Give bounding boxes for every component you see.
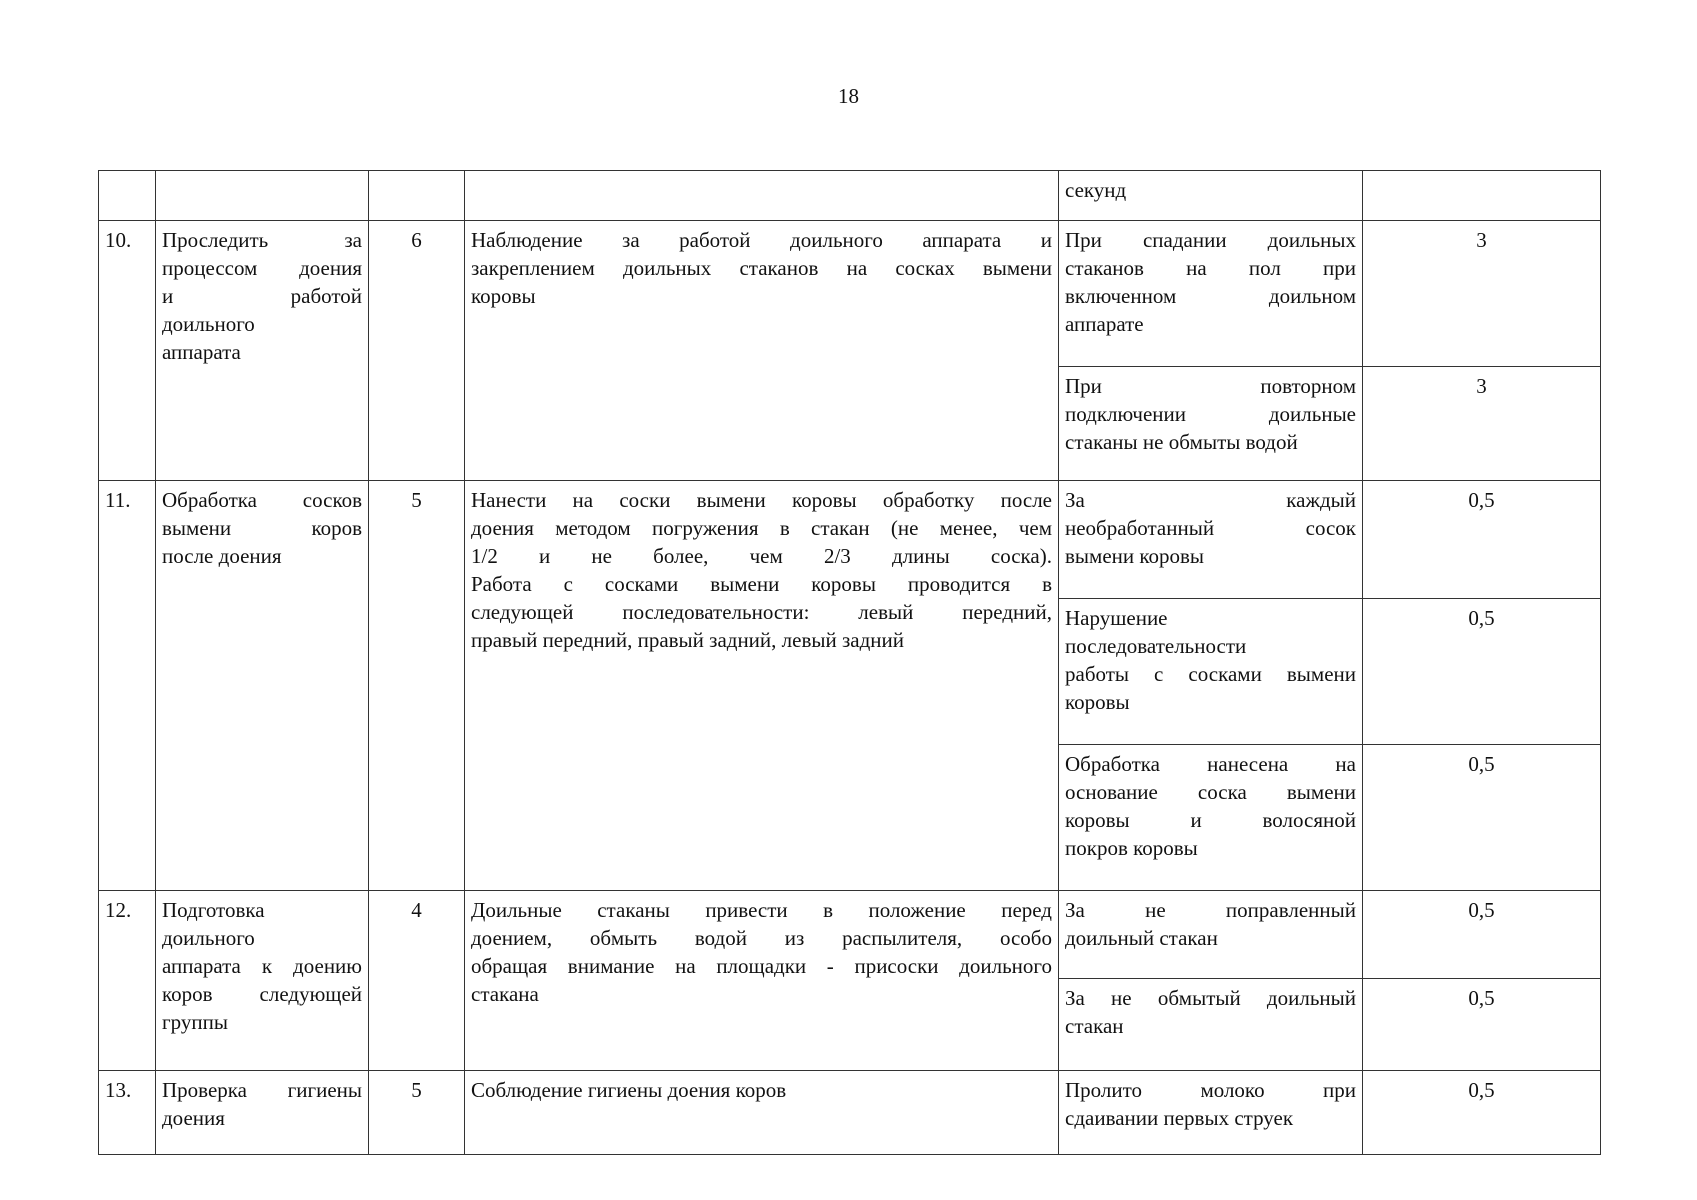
text-line: аппарата к доению (162, 954, 362, 978)
text-line: доильного (162, 312, 255, 336)
text-line: доильный стакан (1065, 926, 1218, 950)
empty-cell (465, 171, 1059, 221)
text-line: Проследить за (162, 228, 362, 252)
text-line: вымени коровы (1065, 544, 1205, 568)
carry-over-row (99, 171, 1601, 221)
text-line: стакан (1065, 1014, 1124, 1038)
penalty-points: 0,5 (1363, 599, 1601, 745)
text-line: доильного (162, 926, 255, 950)
penalty-cell (1059, 891, 1363, 979)
text-line: Обработка нанесена на (1065, 752, 1356, 776)
requirements-cell (465, 481, 1059, 891)
text-line: стаканов на пол при (1065, 256, 1356, 280)
penalty-cell (1059, 481, 1363, 599)
table-row (99, 891, 1601, 979)
text-line: За каждый (1065, 488, 1356, 512)
empty-cell (1363, 171, 1601, 221)
text-line: Подготовка (162, 898, 265, 922)
text-line: 1/2 и не более, чем 2/3 длины соска). (471, 544, 1052, 568)
text-line: коровы и волосяной (1065, 808, 1356, 832)
text-line: стакана (471, 982, 539, 1006)
penalty-points: 0,5 (1363, 481, 1601, 599)
penalty-points: 0,5 (1363, 745, 1601, 891)
empty-cell (369, 171, 465, 221)
row-number: 10. (99, 221, 156, 481)
text-line: процессом доения (162, 256, 362, 280)
table-row (99, 481, 1601, 599)
text-line: При спадании доильных (1065, 228, 1356, 252)
text-line: после доения (162, 544, 282, 568)
text-line: подключении доильные (1065, 402, 1356, 426)
text-line: правый передний, правый задний, левый задний (471, 628, 904, 652)
text-line: При повторном (1065, 374, 1356, 398)
text-line: Доильные стаканы привести в положение перед (471, 898, 1052, 922)
assessment-table (98, 170, 1601, 1155)
text-line: обращая внимание на площадки - присоски доильного (471, 954, 1052, 978)
text-line: Пролито молоко при (1065, 1078, 1356, 1102)
penalty-cell (1059, 221, 1363, 367)
table-row (99, 221, 1601, 367)
text-line: коров следующей (162, 982, 362, 1006)
text-line: доения (162, 1106, 225, 1130)
text-line: основание соска вымени (1065, 780, 1356, 804)
penalty-cell (1059, 745, 1363, 891)
row-number: 11. (99, 481, 156, 891)
text-line: За не обмытый доильный (1065, 986, 1356, 1010)
penalty-points: 0,5 (1363, 979, 1601, 1071)
text-line: коровы (471, 284, 536, 308)
penalty-points: 0,5 (1363, 891, 1601, 979)
penalty-points: 0,5 (1363, 1071, 1601, 1155)
penalty-cell (1059, 1071, 1363, 1155)
max-points: 5 (369, 1071, 465, 1155)
text-line: Наблюдение за работой доильного аппарата и (471, 228, 1052, 252)
text-line: Нанести на соски вымени коровы обработку после (471, 488, 1052, 512)
text-line: Обработка сосков (162, 488, 362, 512)
max-points: 6 (369, 221, 465, 481)
text-line: последовательности (1065, 634, 1247, 658)
operation-cell (156, 221, 369, 481)
requirements-cell (465, 1071, 1059, 1155)
empty-cell (99, 171, 156, 221)
text-line: Соблюдение гигиены доения коров (471, 1078, 787, 1102)
requirements-cell (465, 221, 1059, 481)
carry-over-text: секунд (1059, 171, 1363, 221)
text-line: доения методом погружения в стакан (не менее, чем (471, 516, 1052, 540)
penalty-cell (1059, 367, 1363, 481)
text-line: коровы (1065, 690, 1130, 714)
text-line: необработанный сосок (1065, 516, 1356, 540)
text-line: сдаивании первых струек (1065, 1106, 1294, 1130)
text-line: стаканы не обмыты водой (1065, 430, 1298, 454)
text-line: Нарушение (1065, 606, 1168, 630)
page-number: 18 (838, 84, 859, 108)
text-line: аппарата (162, 340, 241, 364)
max-points: 5 (369, 481, 465, 891)
penalty-cell (1059, 599, 1363, 745)
penalty-cell (1059, 979, 1363, 1071)
text-line: включенном доильном (1065, 284, 1356, 308)
text-line: Работа с сосками вымени коровы проводится в (471, 572, 1052, 596)
operation-cell (156, 481, 369, 891)
text-line: За не поправленный (1065, 898, 1356, 922)
empty-cell (156, 171, 369, 221)
penalty-points: 3 (1363, 367, 1601, 481)
text-line: Проверка гигиены (162, 1078, 362, 1102)
requirements-cell (465, 891, 1059, 1071)
operation-cell (156, 1071, 369, 1155)
text-line: работы с сосками вымени (1065, 662, 1356, 686)
text-line: следующей последовательности: левый передний, (471, 600, 1052, 624)
operation-cell (156, 891, 369, 1071)
text-line: закреплением доильных стаканов на сосках вымени (471, 256, 1052, 280)
text-line: вымени коров (162, 516, 362, 540)
text-line: покров коровы (1065, 836, 1198, 860)
text-line: группы (162, 1010, 228, 1034)
text-line: доением, обмыть водой из распылителя, особо (471, 926, 1052, 950)
table-row (99, 1071, 1601, 1155)
row-number: 12. (99, 891, 156, 1071)
text-line: и работой (162, 284, 362, 308)
row-number: 13. (99, 1071, 156, 1155)
max-points: 4 (369, 891, 465, 1071)
penalty-points: 3 (1363, 221, 1601, 367)
text-line: аппарате (1065, 312, 1144, 336)
